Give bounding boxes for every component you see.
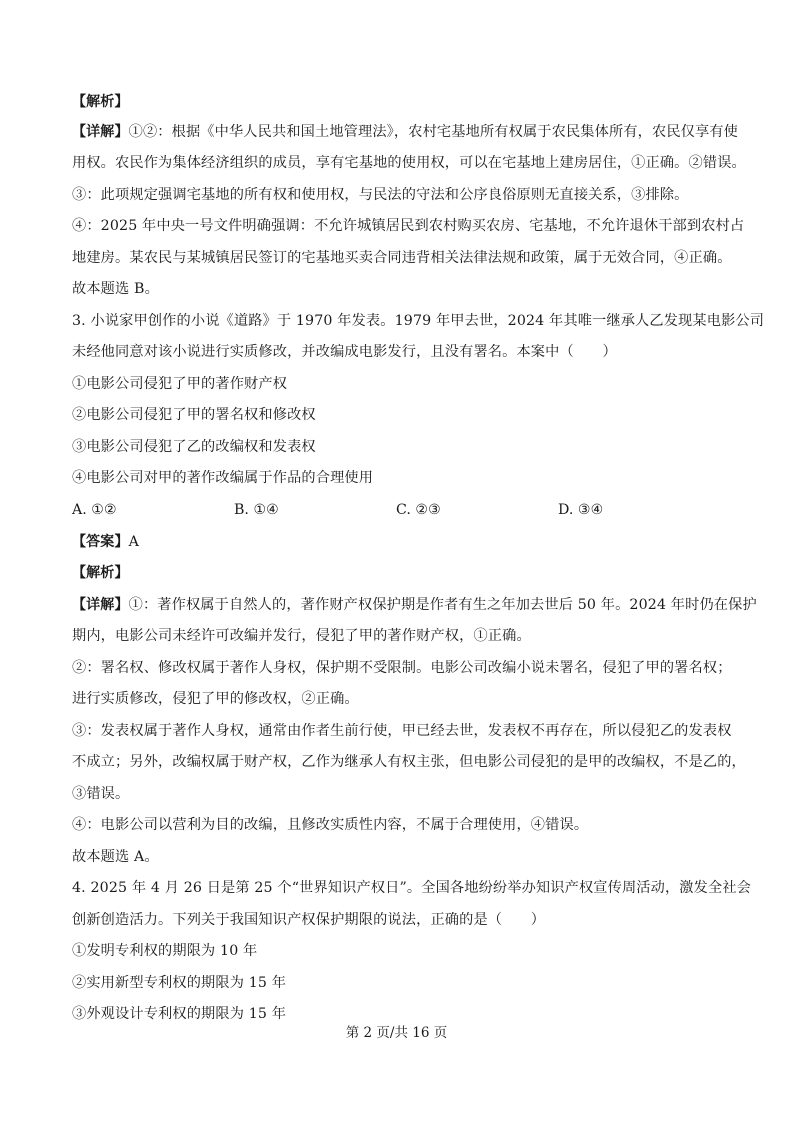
option-d: D. ③④ xyxy=(558,502,604,518)
detail-tag: 【详解】 xyxy=(72,124,129,140)
text-line: 进行实质修改，侵犯了甲的修改权，②正确。 xyxy=(72,691,359,707)
statement-item: ③外观设计专利权的期限为 15 年 xyxy=(72,1006,287,1022)
text-line: 不成立；另外，改编权属于财产权，乙作为继承人有权主张，但电影公司侵犯的是甲的改编权，不是乙的， xyxy=(72,754,746,770)
option-b: B. ①④ xyxy=(234,502,279,518)
conclusion-line: 故本题选 B。 xyxy=(72,281,159,297)
text-line: ③错误。 xyxy=(72,786,130,802)
text-line: 用权。农民作为集体经济组织的成员，享有宅基地的使用权，可以在宅基地上建房居住，①正确。②错误。 xyxy=(72,155,746,171)
text-line: ③：发表权属于著作人身权，通常由作者生前行使，甲已经去世，发表权不再存在，所以侵犯乙的发表权 xyxy=(72,723,732,739)
conclusion-line: 故本题选 A。 xyxy=(72,849,159,865)
option-a: A. ①② xyxy=(72,502,117,518)
text-line: ③：此项规定强调宅基地的所有权和使用权，与民法的守法和公序良俗原则无直接关系，③排除。 xyxy=(72,187,689,203)
statement-item: ③电影公司侵犯了乙的改编权和发表权 xyxy=(72,439,316,455)
statement-item: ①电影公司侵犯了甲的著作财产权 xyxy=(72,376,288,392)
text-line: ②：署名权、修改权属于著作人身权，保护期不受限制。电影公司改编小说未署名，侵犯了甲的署名权； xyxy=(72,660,732,676)
statement-item: ②电影公司侵犯了甲的署名权和修改权 xyxy=(72,407,316,423)
statement-item: ④电影公司对甲的著作改编属于作品的合理使用 xyxy=(72,470,374,486)
answer-line xyxy=(72,532,139,552)
text-line: ①：著作权属于自然人的，著作财产权保护期是作者有生之年加去世后 50 年。2024 年时仍在保护 xyxy=(128,597,757,613)
detail-tag: 【详解】 xyxy=(72,597,129,613)
answer-tag: 【答案】 xyxy=(72,534,129,550)
analysis-heading xyxy=(72,92,129,112)
question-stem-line: 创新创造活力。下列关于我国知识产权保护期限的说法，正确的是（ ） xyxy=(72,912,546,928)
option-c: C. ②③ xyxy=(396,502,441,518)
question-stem-line: 未经他同意对该小说进行实质修改，并改编成电影发行，且没有署名。本案中（ ） xyxy=(72,344,617,360)
analysis-tag: 【解析】 xyxy=(72,94,129,110)
answer-value: A xyxy=(128,534,140,550)
text-line: ④：电影公司以营利为目的改编，且修改实质性内容，不属于合理使用，④错误。 xyxy=(72,817,589,833)
text-line: 地建房。某农民与某城镇居民签订的宅基地买卖合同违背相关法律法规和政策，属于无效合同，④正确。 xyxy=(72,250,732,266)
text-line: ④：2025 年中央一号文件明确强调：不允许城镇居民到农村购买农房、宅基地，不允许退休干部到农村占 xyxy=(72,218,745,234)
page-number-footer: 第 2 页/共 16 页 xyxy=(345,1025,448,1041)
analysis-tag: 【解析】 xyxy=(72,565,129,581)
statement-item: ①发明专利权的期限为 10 年 xyxy=(72,943,258,959)
analysis-heading xyxy=(72,563,129,583)
question-stem-line: 3. 小说家甲创作的小说《道路》于 1970 年发表。1979 年甲去世，2024 年其唯一继承人乙发现某电影公司 xyxy=(72,313,765,329)
text-line: 期内，电影公司未经许可改编并发行，侵犯了甲的著作财产权，①正确。 xyxy=(72,628,531,644)
question-stem-line: 4. 2025 年 4 月 26 日是第 25 个“世界知识产权日”。全国各地纷纷举办知识产权宣传周活动，激发全社会 xyxy=(72,880,751,896)
detail-paragraph-line xyxy=(72,595,757,615)
detail-paragraph-line xyxy=(72,122,738,142)
statement-item: ②实用新型专利权的期限为 15 年 xyxy=(72,975,287,991)
text-line: ①②：根据《中华人民共和国土地管理法》，农村宅基地所有权属于农民集体所有，农民仅享有使 xyxy=(128,124,739,140)
